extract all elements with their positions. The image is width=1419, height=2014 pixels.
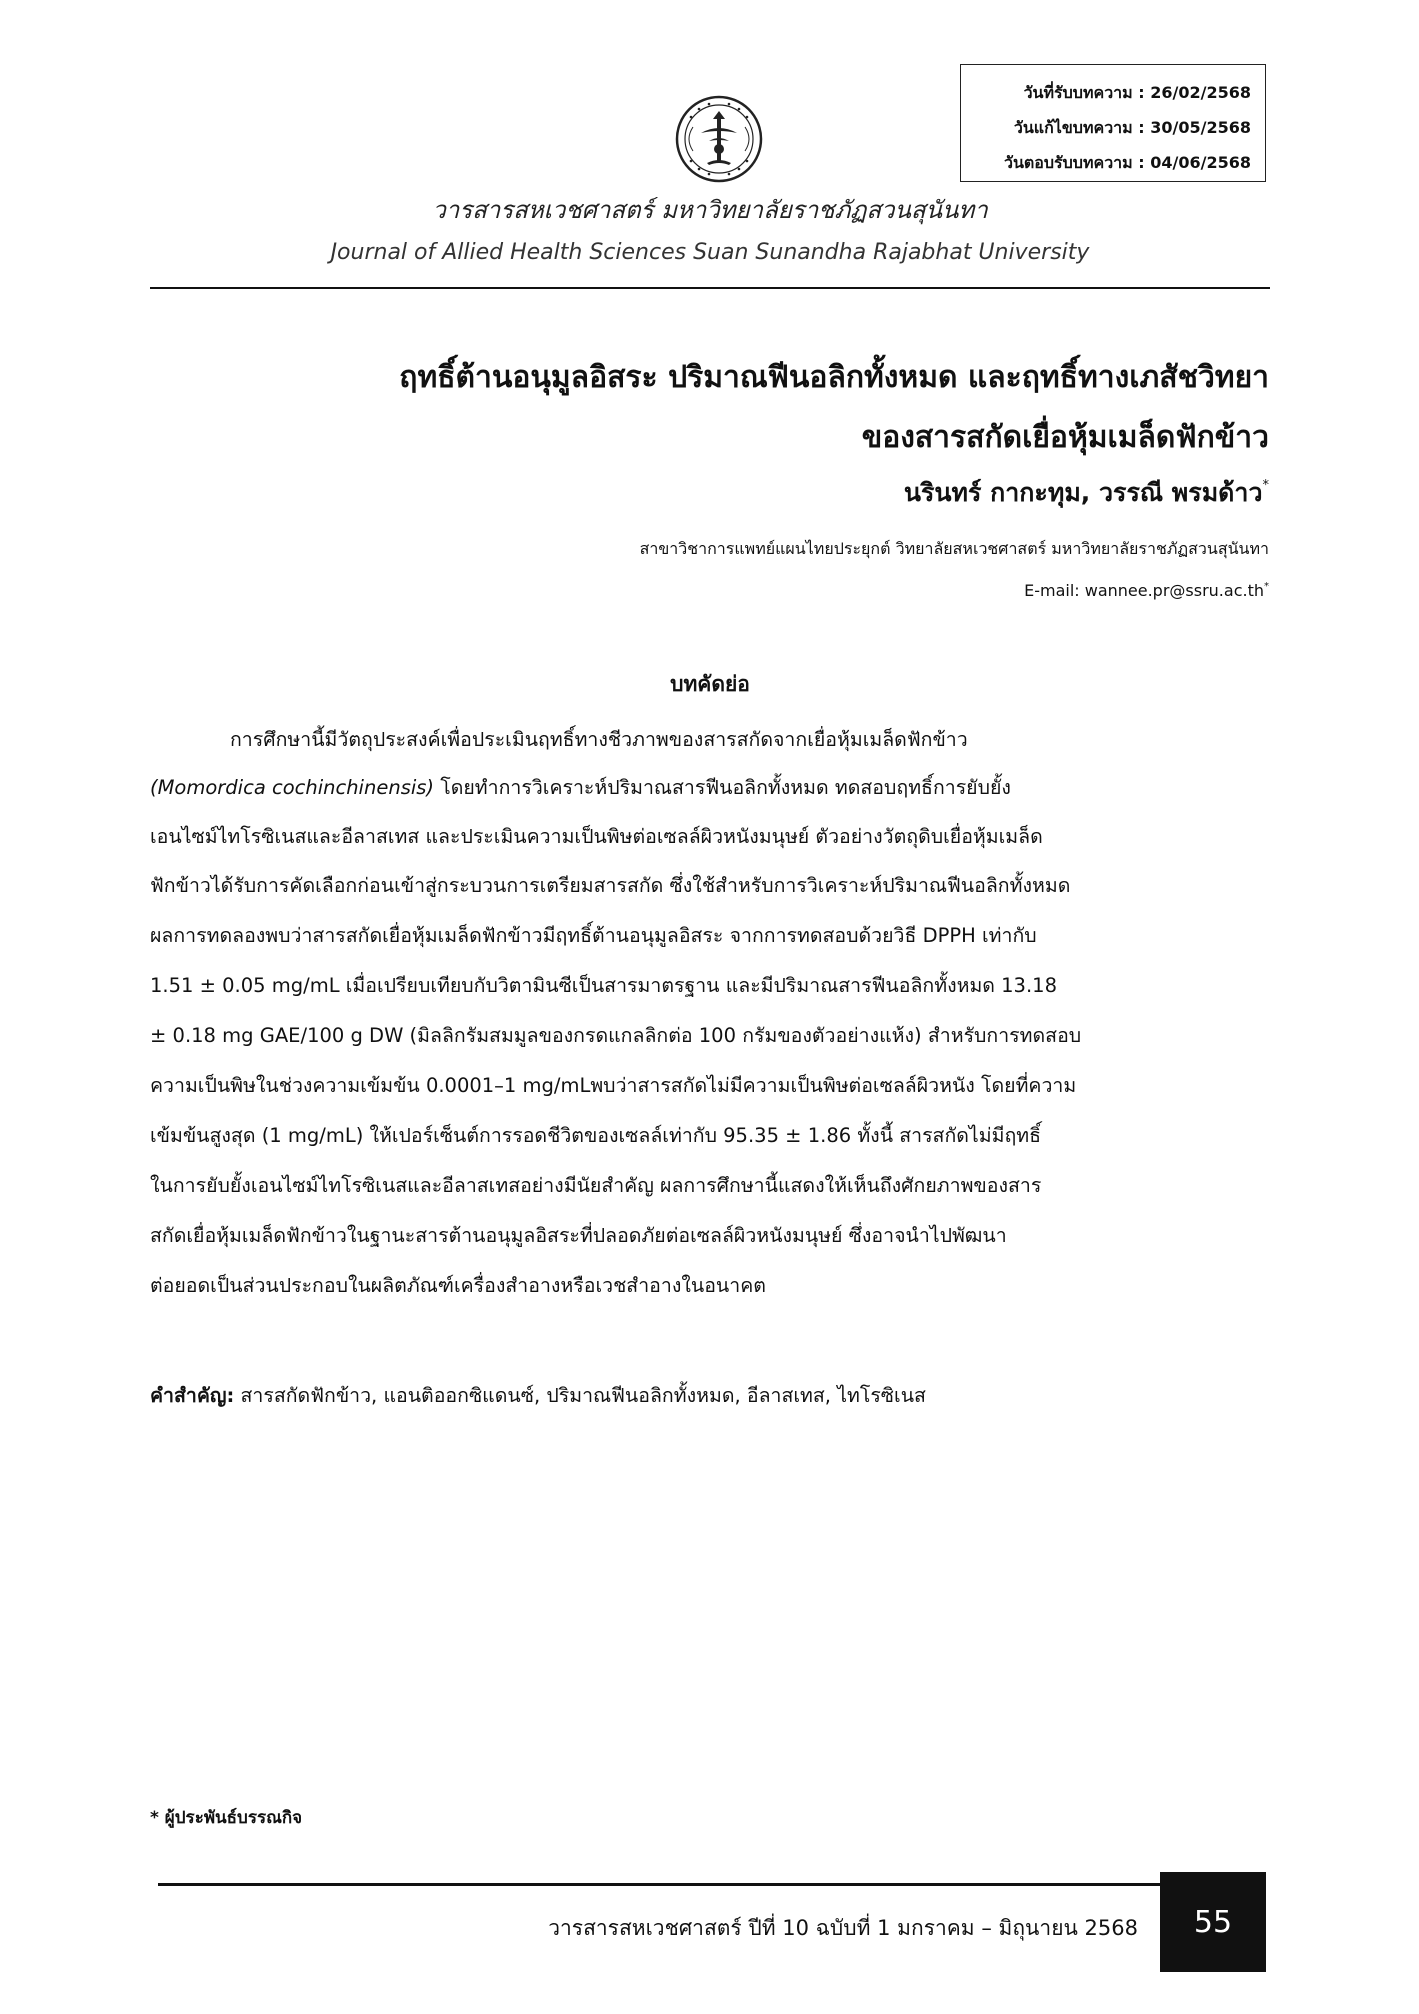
abstract-line: ผลการทดลองพบว่าสารสกัดเยื่อหุ้มเมล็ดฟักข้าวมีฤทธิ์ต้านอนุมูลอิสระ จากการทดสอบด้วยวิธี DPPH เท่ากับ bbox=[150, 924, 1037, 947]
footer-divider bbox=[158, 1883, 1160, 1886]
article-dates-box bbox=[960, 64, 1266, 182]
page-number: 55 bbox=[1193, 1904, 1233, 1940]
footer-citation: วารสารสหเวชศาสตร์ ปีที่ 10 ฉบับที่ 1 มกราคม – มิถุนายน 2568 bbox=[548, 1916, 1138, 1940]
abstract-line bbox=[150, 772, 1270, 803]
abstract-line: สกัดเยื่อหุ้มเมล็ดฟักข้าวในฐานะสารต้านอนุมูลอิสระที่ปลอดภัยต่อเซลล์ผิวหนังมนุษย์ ซึ่งอาจนำไปพัฒนา bbox=[150, 1224, 1007, 1247]
date-accepted: วันตอบรับบทความ : 04/06/2568 bbox=[1003, 153, 1251, 172]
author-list bbox=[904, 473, 1269, 513]
abstract-line: 1.51 ± 0.05 mg/mL เมื่อเปรียบเทียบกับวิตามินซีเป็นสารมาตรฐาน และมีปริมาณสารฟีนอลิกทั้งหมด 13.18 bbox=[150, 974, 1057, 997]
date-revised: วันแก้ไขบทความ : 30/05/2568 bbox=[1013, 118, 1251, 137]
abstract-heading: บทคัดย่อ bbox=[670, 672, 750, 696]
abstract-line: ในการยับยั้งเอนไซม์ไทโรซิเนสและอีลาสเทสอย่างมีนัยสำคัญ ผลการศึกษานี้แสดงให้เห็นถึงศักยภาพของสาร bbox=[150, 1174, 1042, 1197]
email-text[interactable]: E-mail: wannee.pr@ssru.ac.th bbox=[1024, 581, 1264, 600]
abstract-line: ± 0.18 mg GAE/100 g DW (มิลลิกรัมสมมูลของกรดแกลลิกต่อ 100 กรัมของตัวอย่างแห้ง) สำหรับการทดสอบ bbox=[150, 1024, 1082, 1047]
abstract-line-text: โดยทำการวิเคราะห์ปริมาณสารฟีนอลิกทั้งหมด ทดสอบฤทธิ์การยับยั้ง bbox=[434, 776, 1011, 799]
header-divider bbox=[150, 287, 1270, 289]
keywords-text: สารสกัดฟักข้าว, แอนติออกซิแดนซ์, ปริมาณฟีนอลิกทั้งหมด, อีลาสเทส, ไทโรซิเนส bbox=[234, 1384, 926, 1407]
article-title-line-1: ฤทธิ์ต้านอนุมูลอิสระ ปริมาณฟีนอลิกทั้งหมด และฤทธิ์ทางเภสัชวิทยา bbox=[399, 360, 1269, 395]
keywords-label: คำสำคัญ: bbox=[150, 1384, 235, 1407]
author-names: นรินทร์ กากะทุม, วรรณี พรมด้าว bbox=[903, 478, 1263, 507]
corresponding-author-footnote: * ผู้ประพันธ์บรรณกิจ bbox=[150, 1808, 303, 1828]
journal-name-english: Journal of Allied Health Sciences Suan Sunandha Rajabhat University bbox=[330, 240, 1090, 265]
journal-name-thai: วารสารสหเวชศาสตร์ มหาวิทยาลัยราชภัฏสวนสุนันทา bbox=[432, 196, 988, 224]
abstract-line: เข้มข้นสูงสุด (1 mg/mL) ให้เปอร์เซ็นต์การรอดชีวิตของเซลล์เท่ากับ 95.35 ± 1.86 ทั้งนี้ สารสกัดไม่มีฤทธิ์ bbox=[150, 1124, 1042, 1147]
contact-email bbox=[1024, 581, 1269, 600]
abstract-line: ต่อยอดเป็นส่วนประกอบในผลิตภัณฑ์เครื่องสำอางหรือเวชสำอางในอนาคต bbox=[150, 1274, 766, 1297]
university-seal-logo bbox=[671, 93, 767, 185]
keywords bbox=[150, 1380, 926, 1411]
corresponding-author-mark: * bbox=[1262, 478, 1269, 493]
abstract-line: ความเป็นพิษในช่วงความเข้มข้น 0.0001–1 mg/mLพบว่าสารสกัดไม่มีความเป็นพิษต่อเซลล์ผิวหนัง โดยที่ความ bbox=[150, 1074, 1077, 1097]
email-corresponding-mark: * bbox=[1264, 581, 1269, 592]
article-title-line-2: ของสารสกัดเยื่อหุ้มเมล็ดฟักข้าว bbox=[861, 420, 1269, 455]
abstract-line: การศึกษานี้มีวัตถุประสงค์เพื่อประเมินฤทธิ์ทางชีวภาพของสารสกัดจากเยื่อหุ้มเมล็ดฟักข้าว bbox=[230, 728, 968, 751]
species-name: (Momordica cochinchinensis) bbox=[150, 776, 435, 799]
abstract-line: เอนไซม์ไทโรซิเนสและอีลาสเทส และประเมินความเป็นพิษต่อเซลล์ผิวหนังมนุษย์ ตัวอย่างวัตถุดิบเยื่อหุ้มเมล็ด bbox=[150, 825, 1043, 848]
author-affiliation: สาขาวิชาการแพทย์แผนไทยประยุกต์ วิทยาลัยสหเวชศาสตร์ มหาวิทยาลัยราชภัฏสวนสุนันทา bbox=[639, 539, 1269, 558]
abstract-line: ฟักข้าวได้รับการคัดเลือกก่อนเข้าสู่กระบวนการเตรียมสารสกัด ซึ่งใช้สำหรับการวิเคราะห์ปริมาณฟีนอลิกทั้งหมด bbox=[150, 874, 1071, 897]
page-number-box bbox=[1160, 1872, 1266, 1972]
date-received: วันที่รับบทความ : 26/02/2568 bbox=[1023, 83, 1251, 102]
